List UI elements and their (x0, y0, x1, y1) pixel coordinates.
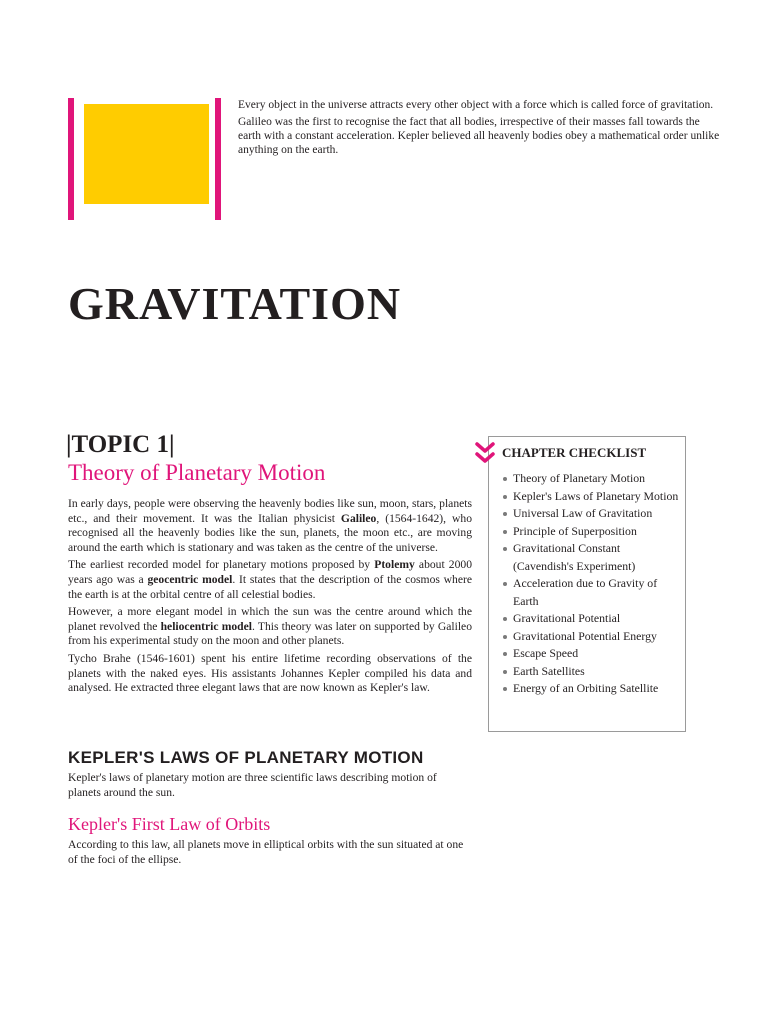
topic-title: Theory of Planetary Motion (68, 460, 326, 485)
double-chevron-down-icon (474, 440, 496, 468)
body-p2-b: about 2000 years ago was a (68, 558, 472, 586)
checklist-title: CHAPTER CHECKLIST (502, 445, 647, 460)
header-left-bar (68, 98, 74, 220)
topic-label-text: TOPIC 1 (71, 431, 169, 458)
checklist-item: Gravitational Constant (Cavendish's Experiment) (501, 540, 683, 575)
section-heading: KEPLER'S LAWS OF PLANETARY MOTION (68, 748, 424, 767)
topic-label: |TOPIC 1| (66, 431, 175, 458)
body-text (68, 497, 472, 699)
body-p1-a: In early days, people were observing the heavenly bodies like sun, moon, stars, planets etc., and their movement. It was the Italian physicist (68, 497, 472, 525)
body-paragraph-1 (68, 497, 472, 555)
body-paragraph-3 (68, 605, 472, 649)
checklist-list (501, 470, 683, 698)
header-yellow-block (84, 104, 209, 204)
checklist-item: Energy of an Orbiting Satellite (501, 680, 683, 698)
header-right-bar (215, 98, 221, 220)
intro-paragraph-2: Galileo was the first to recognise the fact that all bodies, irrespective of their masses fall towards the earth with a constant acceleration. Kepler believed all heavenly bodies obey a mathematical order unlike anything on the earth. (238, 116, 720, 156)
body-paragraph-4: Tycho Brahe (1546-1601) spent his entire lifetime recording observations of the planets with the naked eyes. His assistants Johannes Kepler compiled his data and analysed. He extracted three elegant laws that are now known as Kepler's law. (68, 651, 472, 695)
checklist-item: Kepler's Laws of Planetary Motion (501, 488, 683, 506)
checklist-item: Principle of Superposition (501, 523, 683, 541)
checklist-item: Escape Speed (501, 645, 683, 663)
checklist-item: Earth Satellites (501, 663, 683, 681)
section-text: Kepler's laws of planetary motion are three scientific laws describing motion of planets around the sun. (68, 771, 437, 799)
body-p2-bold1: Ptolemy (374, 558, 415, 572)
body-p2-bold2: geocentric model (147, 572, 233, 586)
checklist-item: Acceleration due to Gravity of Earth (501, 575, 683, 610)
subsection-text: According to this law, all planets move in elliptical orbits with the sun situated at one of the foci of the ellipse. (68, 838, 464, 866)
subsection-heading: Kepler's First Law of Orbits (68, 814, 271, 834)
chapter-checklist (488, 436, 686, 732)
intro-paragraph-1: Every object in the universe attracts every other object with a force which is called force of gravitation. (238, 99, 714, 111)
checklist-item: Universal Law of Gravitation (501, 505, 683, 523)
checklist-item: Gravitational Potential (501, 610, 683, 628)
body-p1-bold: Galileo (340, 511, 377, 525)
body-p3-a: However, a more elegant model in which the sun was the centre around which the planet revolved the (68, 605, 472, 633)
checklist-item: Theory of Planetary Motion (501, 470, 683, 488)
intro-text (238, 98, 720, 160)
body-p3-bold: heliocentric model (160, 619, 252, 633)
body-paragraph-2 (68, 558, 472, 602)
body-p1-b: , (1564-1642), who recognised all the heavenly bodies like the sun, planets, the moon etc., are moving around the earth which is stationary and was taken as the centre of the universe. (68, 511, 472, 554)
body-p3-b: . This theory was later on supported by Galileo from his experimental study on the moon and other planets. (68, 619, 472, 648)
body-p2-c: . It states that the description of the cosmos where the earth is at the orbital centre of all celestial bodies. (68, 572, 472, 601)
checklist-item: Gravitational Potential Energy (501, 628, 683, 646)
chapter-title: GRAVITATION (68, 278, 402, 329)
body-p2-a: The earliest recorded model for planetary motions proposed by (68, 558, 375, 572)
